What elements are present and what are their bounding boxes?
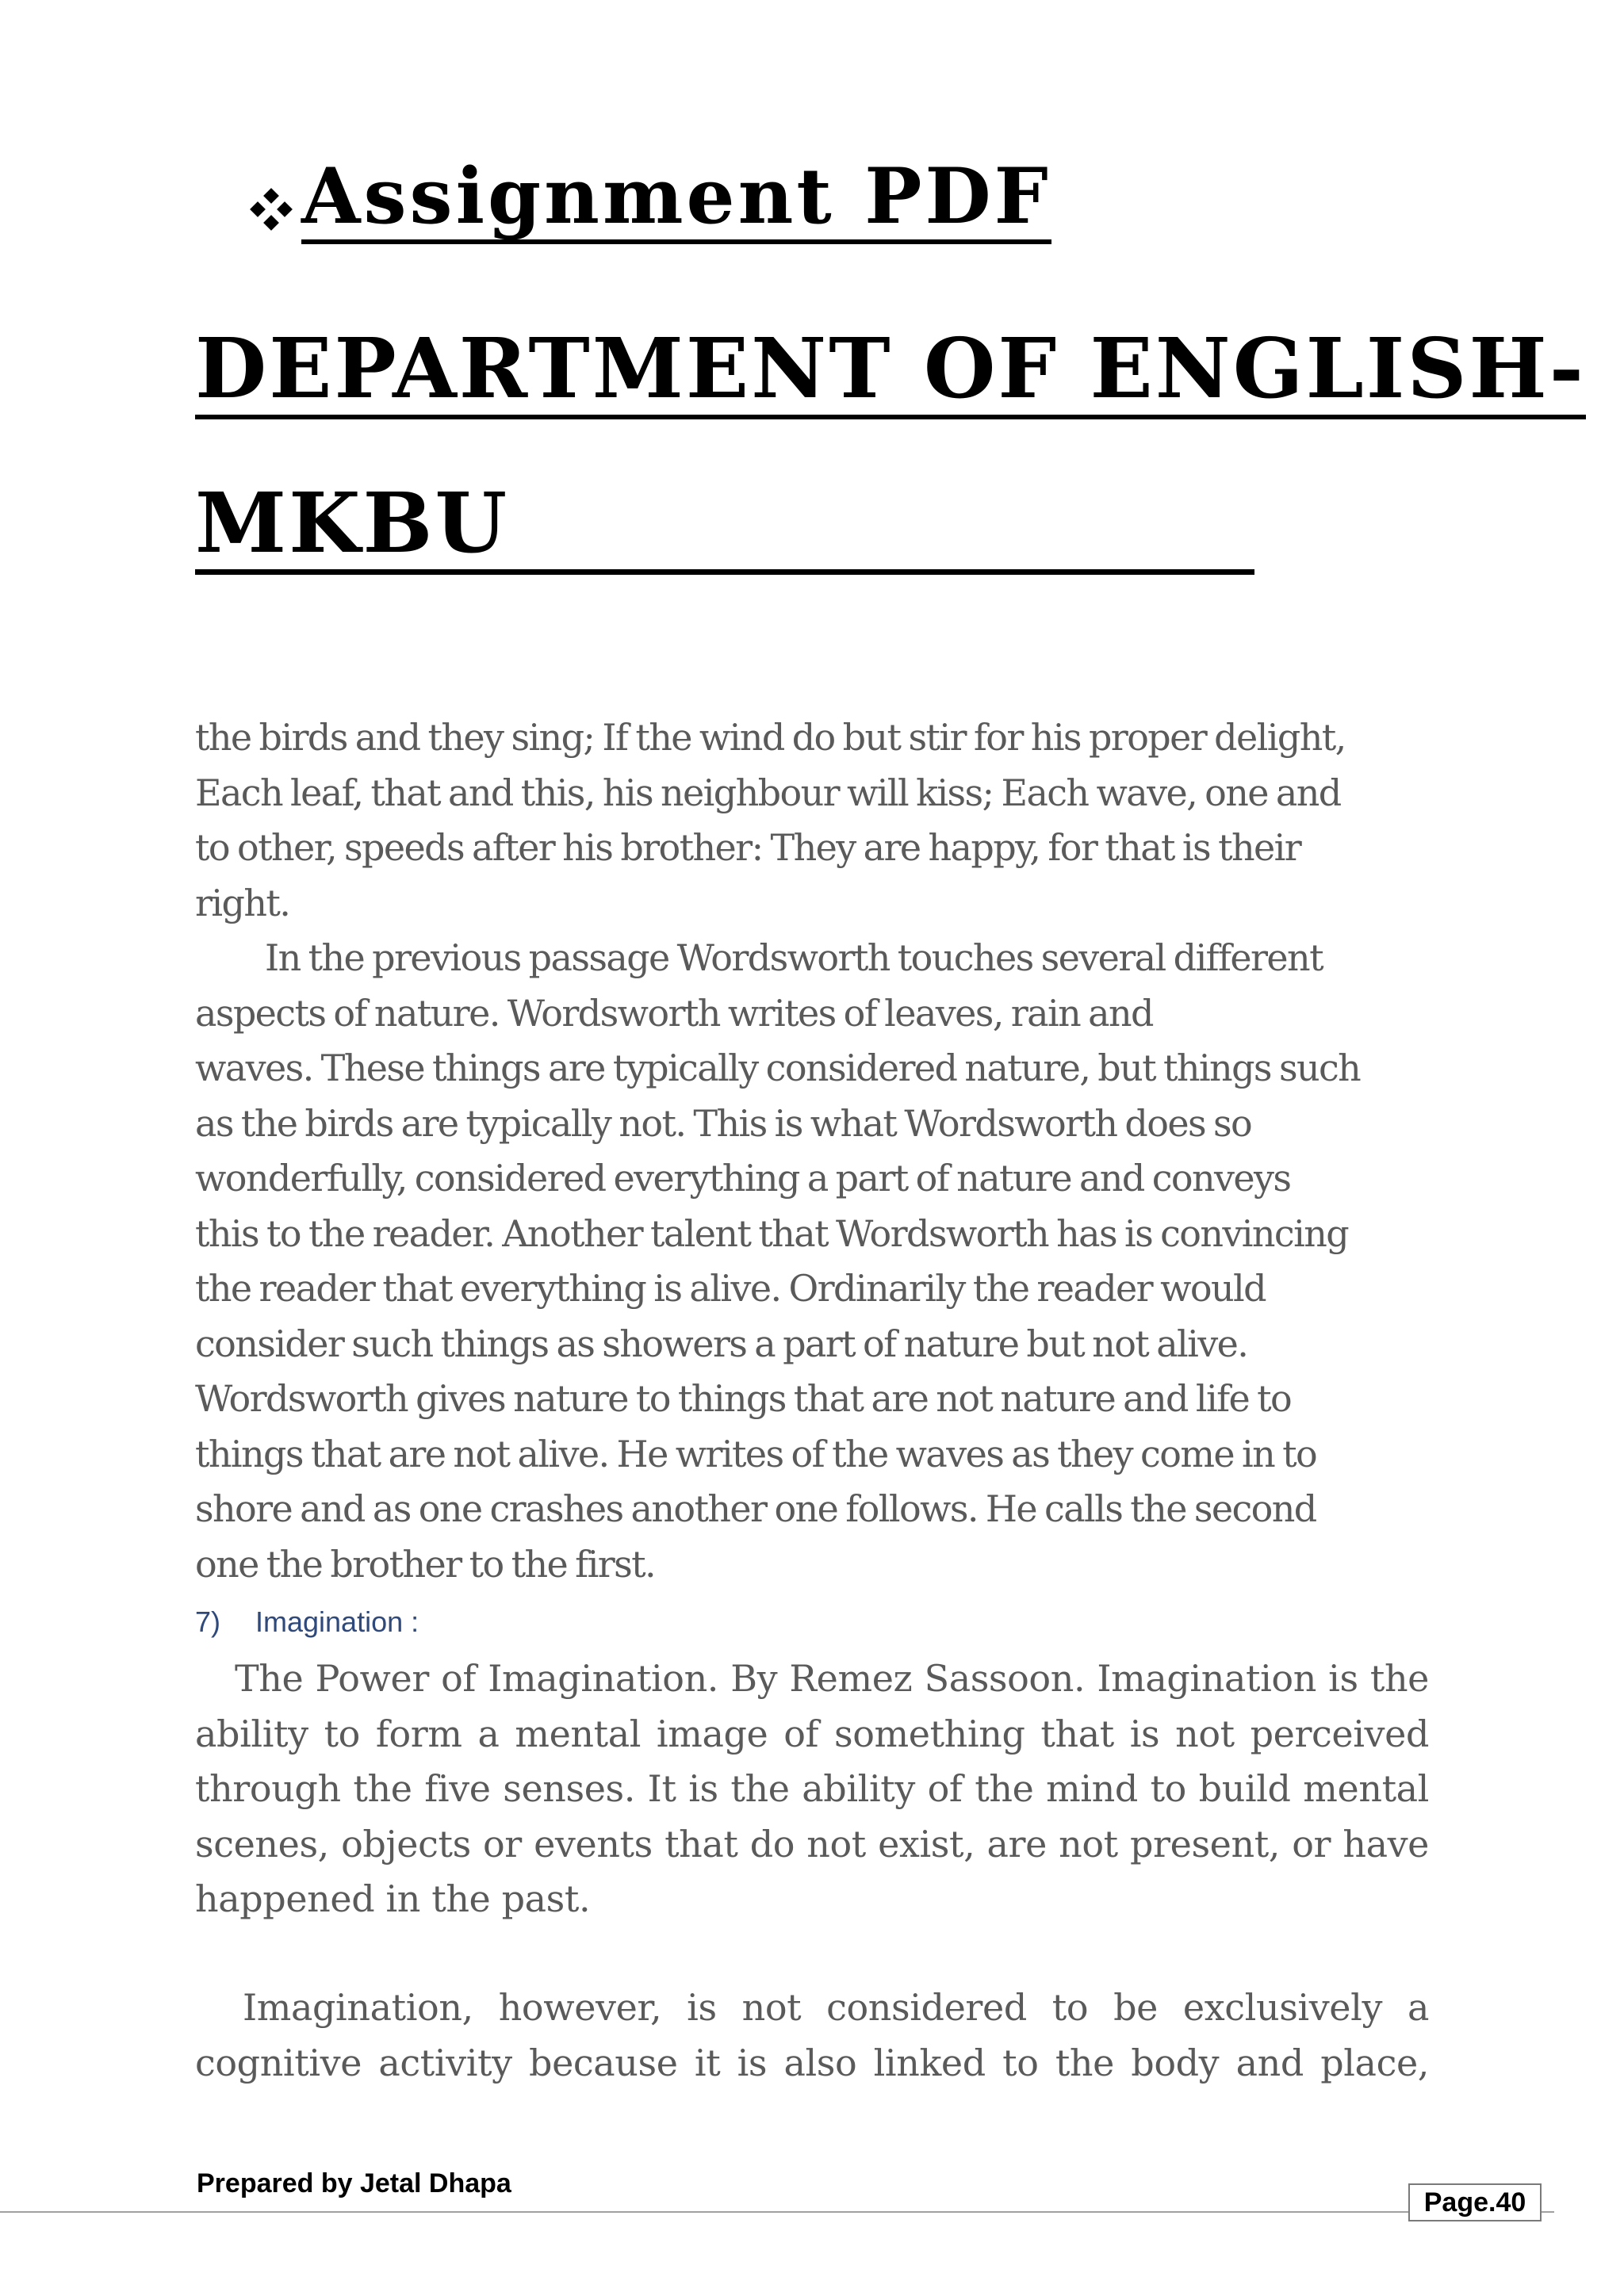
text-line: shore and as one crashes another one follows. He calls the second [195,1487,1316,1530]
section-number: 7) [195,1605,221,1638]
page-number-box: Page.40 [1408,2183,1542,2221]
department-title-line2-underline [195,474,1254,575]
text-line: to other, speeds after his brother: They are happy, for that is their [195,826,1301,869]
text-line: aspects of nature. Wordsworth writes of leaves, rain and [195,991,1153,1035]
assignment-title: Assignment PDF [301,159,1051,244]
assignment-title-row [251,151,1051,244]
text-line: the birds and they sing; If the wind do but stir for his proper delight, [195,716,1346,759]
text-line: the reader that everything is alive. Ordinarily the reader would [195,1267,1266,1310]
text-line: happened in the past. [195,1877,591,1920]
section-heading [195,1605,419,1640]
text-line: The Power of Imagination. By Remez Sassoon. Imagination is the [235,1657,1429,1700]
text-line: waves. These things are typically considered nature, but things such [195,1047,1361,1089]
text-line: right. [195,881,290,924]
text-line: cognitive activity because it is also linked to the body and place, [195,2041,1429,2084]
text-line: scenes, objects or events that do not exist, are not present, or have [195,1822,1429,1866]
text-line: one the brother to the first. [195,1542,655,1586]
diamond-bullet-icon [251,189,292,230]
text-line: Wordsworth gives nature to things that are not nature and life to [195,1377,1292,1420]
department-title [195,320,1586,575]
section-heading-text: Imagination : [255,1605,419,1638]
text-line: things that are not alive. He writes of the waves as they come in to [195,1432,1317,1475]
text-line: In the previous passage Wordsworth touches several different [265,936,1323,979]
prepared-by-footer: Prepared by Jetal Dhapa [197,2168,511,2198]
text-line: this to the reader. Another talent that Wordsworth has is convincing [195,1211,1349,1255]
text-line: Each leaf, that and this, his neighbour will kiss; Each wave, one and [195,771,1341,814]
text-line: wonderfully, considered everything a part of nature and conveys [195,1157,1291,1200]
text-line: ability to form a mental image of something that is not perceived [195,1712,1429,1755]
department-title-line1: DEPARTMENT OF ENGLISH- [195,325,1586,419]
footer-divider [0,2211,1554,2213]
imagination-paragraph-2 [195,1980,1429,2091]
text-line: as the birds are typically not. This is what Wordsworth does so [195,1101,1252,1145]
imagination-paragraph-1 [195,1651,1429,1927]
text-line: through the five senses. It is the ability of the mind to build mental [195,1767,1429,1810]
wordsworth-paragraph [195,710,1429,1592]
text-line: Imagination, however, is not considered to be exclusively a [243,1986,1429,2029]
text-line: consider such things as showers a part of nature but not alive. [195,1322,1248,1365]
department-title-line2: MKBU [195,474,510,572]
